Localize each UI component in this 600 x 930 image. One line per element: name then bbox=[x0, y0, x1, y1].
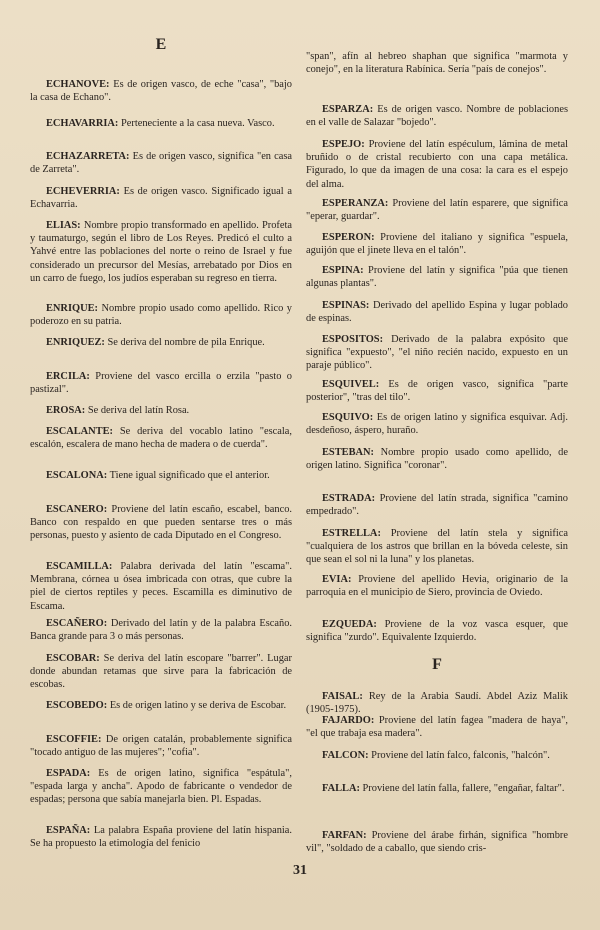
entry-esquivo bbox=[306, 411, 568, 437]
entry-text: Proviene del apellido Hevia, originario de la parroquia en el municipio de Siero, provincia de Oviedo. bbox=[306, 574, 568, 599]
entry-espinas bbox=[306, 299, 568, 325]
entry-text: Es de origen vasco. Significado igual a Echavarria. bbox=[30, 186, 292, 211]
entry-escalante bbox=[30, 425, 292, 451]
entry-faisal bbox=[306, 690, 568, 716]
entry-escobedo bbox=[30, 699, 292, 712]
entry-text: Proviene del latín strada, significa "camino empedrado". bbox=[306, 493, 568, 518]
entry-text: Es de origen latino, significa "espátula", "espada larga y ancha". Apodo de fabricante o vendedor de espadas; persona que sabía manejarla bien. Pl. Espadas. bbox=[30, 768, 292, 806]
entry-head: ECHAVARRIA: bbox=[46, 118, 119, 129]
entry-head: ESCOBEDO: bbox=[46, 700, 108, 711]
entry-head: ESQUIVO: bbox=[322, 412, 374, 423]
entry-head: ESCANERO: bbox=[46, 504, 108, 515]
entry-head: ESCAMILLA: bbox=[46, 561, 113, 572]
entry-esparza bbox=[306, 103, 568, 129]
entry-espositos bbox=[306, 333, 568, 373]
entry-head: ESPERON: bbox=[322, 232, 375, 243]
entry-text: Proviene del latín espéculum, lámina de metal bruñido o de cristal recubierto con una capa metálica. Figurado, lo que da imagen de una cosa: la cara es el espejo del alma. bbox=[306, 139, 568, 190]
entry-estrada bbox=[306, 492, 568, 518]
entry-head: ESPARZA: bbox=[322, 104, 374, 115]
entry-text: Es de origen latino y se deriva de Escobar. bbox=[109, 700, 287, 711]
entry-falla bbox=[306, 782, 568, 795]
entry-text: Proviene de la voz vasca esquer, que significa "zurdo". Equivalente Izquierdo. bbox=[306, 619, 568, 644]
entry-text: Perteneciente a la casa nueva. Vasco. bbox=[120, 118, 275, 129]
entry-esteban bbox=[306, 446, 568, 472]
entry-head: ENRIQUEZ: bbox=[46, 337, 105, 348]
entry-text: Proviene del latín escaño, escabel, banco. Banco con respaldo en que pueden sentarse tres o más personas, puesto y asiento de cada Diputado en el Congreso. bbox=[30, 504, 292, 542]
entry-head: ESCAÑERO: bbox=[46, 618, 108, 629]
entry-escoffie bbox=[30, 733, 292, 759]
entry-text: "span", afín al hebreo shaphan que significa "marmota y conejo", en la literatura Rabínica. Sería "país de conejos". bbox=[306, 51, 568, 76]
entry-echeverria bbox=[30, 185, 292, 211]
section-letter-f: F bbox=[432, 656, 442, 673]
entry-text: Proviene del árabe firhán, significa "hombre vil", "soldado de a caballo, que siendo cris- bbox=[306, 830, 568, 855]
entry-text: Proviene del latín falla, fallere, "engañar, faltar". bbox=[362, 783, 565, 794]
entry-head: ESCALANTE: bbox=[46, 426, 113, 437]
entry-espejo bbox=[306, 138, 568, 191]
entry-text: Se deriva del nombre de pila Enrique. bbox=[107, 337, 265, 348]
entry-text: Nombre propio transformado en apellido. Profeta y taumaturgo, según el libro de Los Reyes. Predicó el culto a Yahvé entre las poblaciones del norte o reino de Israel y fue considerado un precursor del Mesías, arrebatado por Dios en un carro de fuego, los judíos esperaban su regreso en tierra. bbox=[30, 220, 292, 284]
entry-text: De origen catalán, probablemente significa "tocado antiguo de las mujeres"; "cofia". bbox=[30, 734, 292, 759]
page-number: 31 bbox=[293, 863, 307, 878]
entry-esquivel bbox=[306, 378, 568, 404]
entry-head: ESPOSITOS: bbox=[322, 334, 384, 345]
section-letter-e: E bbox=[155, 36, 167, 53]
entry-text: Se deriva del latín Rosa. bbox=[87, 405, 190, 416]
entry-text: Derivado de la palabra expósito que significa "expuesto", "el niño recién nacido, expuesto en un paraje público". bbox=[306, 334, 568, 372]
entry-echazarreta bbox=[30, 150, 292, 176]
entry-text: Proviene del latín y significa "púa que tienen algunas plantas". bbox=[306, 265, 568, 290]
entry-head: FAJARDO: bbox=[322, 715, 375, 726]
entry-head: FALCON: bbox=[322, 750, 369, 761]
entry-head: EZQUEDA: bbox=[322, 619, 377, 630]
entry-echavarria bbox=[30, 117, 292, 130]
entry-head: ESTEBAN: bbox=[322, 447, 374, 458]
entry-head: ESTRELLA: bbox=[322, 528, 381, 539]
entry-head: ESQUIVEL: bbox=[322, 379, 380, 390]
entry-text: Proviene del latín stela y significa "cualquiera de los astros que brillan en la bóveda celeste, sin que sean el sol ni la luna" y los planetas. bbox=[306, 528, 568, 566]
entry-espina bbox=[306, 264, 568, 290]
entry-erosa bbox=[30, 404, 292, 417]
entry-text: Derivado del latín y de la palabra Escaño. Banca grande para 3 o más personas. bbox=[30, 618, 292, 643]
entry-head: ESPINA: bbox=[322, 265, 364, 276]
entry-esperanza bbox=[306, 197, 568, 223]
entry-espana-continued bbox=[306, 50, 568, 76]
entry-ercila bbox=[30, 370, 292, 396]
entry-estrella bbox=[306, 527, 568, 567]
entry-head: FARFAN: bbox=[322, 830, 367, 841]
entry-head: EVIA: bbox=[322, 574, 352, 585]
entry-ezqueda bbox=[306, 618, 568, 644]
entry-escalona bbox=[30, 469, 292, 482]
entry-head: FALLA: bbox=[322, 783, 360, 794]
entry-text: Se deriva del vocablo latino "escala, escalón, escalera de mano hecha de madera o de cuerda". bbox=[30, 426, 292, 451]
entry-elias bbox=[30, 219, 292, 285]
entry-head: EROSA: bbox=[46, 405, 86, 416]
entry-esperon bbox=[306, 231, 568, 257]
entry-head: ERCILA: bbox=[46, 371, 90, 382]
entry-escanero bbox=[30, 503, 292, 543]
entry-text: Derivado del apellido Espina y lugar poblado de espinas. bbox=[306, 300, 568, 325]
entry-enriquez bbox=[30, 336, 292, 349]
entry-text: Se deriva del latín escopare "barrer". Lugar donde abundan retamas que sirve para la fabricación de escobas. bbox=[30, 653, 292, 691]
entry-head: ESCALONA: bbox=[46, 470, 108, 481]
entry-evia bbox=[306, 573, 568, 599]
entry-fajardo bbox=[306, 714, 568, 740]
entry-enrique bbox=[30, 302, 292, 328]
entry-echanove bbox=[30, 78, 292, 104]
entry-espana bbox=[30, 824, 292, 850]
entry-head: ESPERANZA: bbox=[322, 198, 389, 209]
entry-head: ESCOBAR: bbox=[46, 653, 100, 664]
entry-head: ENRIQUE: bbox=[46, 303, 98, 314]
entry-head: ESPAÑA: bbox=[46, 825, 91, 836]
entry-text: Es de origen latino y significa esquivar. Adj. desdeñoso, áspero, huraño. bbox=[306, 412, 568, 437]
entry-head: ELIAS: bbox=[46, 220, 81, 231]
entry-head: ESPINAS: bbox=[322, 300, 370, 311]
entry-text: Nombre propio usado como apellido. Rico y poderozo en su patria. bbox=[30, 303, 292, 328]
entry-text: Proviene del italiano y significa "espuela, aguijón que el jinete lleva en el talón". bbox=[306, 232, 568, 257]
entry-head: ESCOFFIE: bbox=[46, 734, 102, 745]
entry-text: Es de origen vasco. Nombre de poblaciones en el valle de Salazar "bojedo". bbox=[306, 104, 568, 129]
entry-text: Tiene igual significado que el anterior. bbox=[109, 470, 270, 481]
entry-text: Es de origen vasco, significa "en casa de Zarreta". bbox=[30, 151, 292, 176]
entry-text: Es de origen vasco, significa "parte posterior", "tras del tilo". bbox=[306, 379, 568, 404]
entry-text: Proviene del latín fagea "madera de haya", "el que trabaja esa madera". bbox=[306, 715, 568, 740]
entry-text: Proviene del latín esparere, que significa "eperar, guardar". bbox=[306, 198, 568, 223]
entry-text: La palabra España proviene del latín hispania. Se ha propuesto la etimología del fenicio bbox=[30, 825, 292, 850]
entry-head: ESPADA: bbox=[46, 768, 91, 779]
entry-text: Nombre propio usado como apellido, de origen latino. Significa "coronar". bbox=[306, 447, 568, 472]
entry-espada bbox=[30, 767, 292, 807]
entry-text: Palabra derivada del latín "escama". Membrana, córnea u ósea imbricada con otras, que cubre la piel de ciertos reptiles y peces. Escamilla es diminutivo de Escama. bbox=[30, 561, 292, 612]
entry-text: Es de origen vasco, de eche "casa", "bajo la casa de Echano". bbox=[30, 79, 292, 104]
entry-text: Proviene del vasco ercilla o erzila "pasto o pastizal". bbox=[30, 371, 292, 396]
entry-text: Rey de la Arabia Saudí. Abdel Aziz Malik (1905-1975). bbox=[306, 691, 568, 716]
entry-head: ECHEVERRIA: bbox=[46, 186, 120, 197]
entry-head: ECHAZARRETA: bbox=[46, 151, 130, 162]
entry-escanero-2 bbox=[30, 617, 292, 643]
entry-head: ESPEJO: bbox=[322, 139, 365, 150]
entry-head: ECHANOVE: bbox=[46, 79, 110, 90]
entry-escamilla bbox=[30, 560, 292, 613]
entry-farfan bbox=[306, 829, 568, 855]
entry-escobar bbox=[30, 652, 292, 692]
entry-head: ESTRADA: bbox=[322, 493, 376, 504]
entry-falcon bbox=[306, 749, 568, 762]
entry-head: FAISAL: bbox=[322, 691, 363, 702]
entry-text: Proviene del latín falco, falconis, "halcón". bbox=[371, 750, 550, 761]
